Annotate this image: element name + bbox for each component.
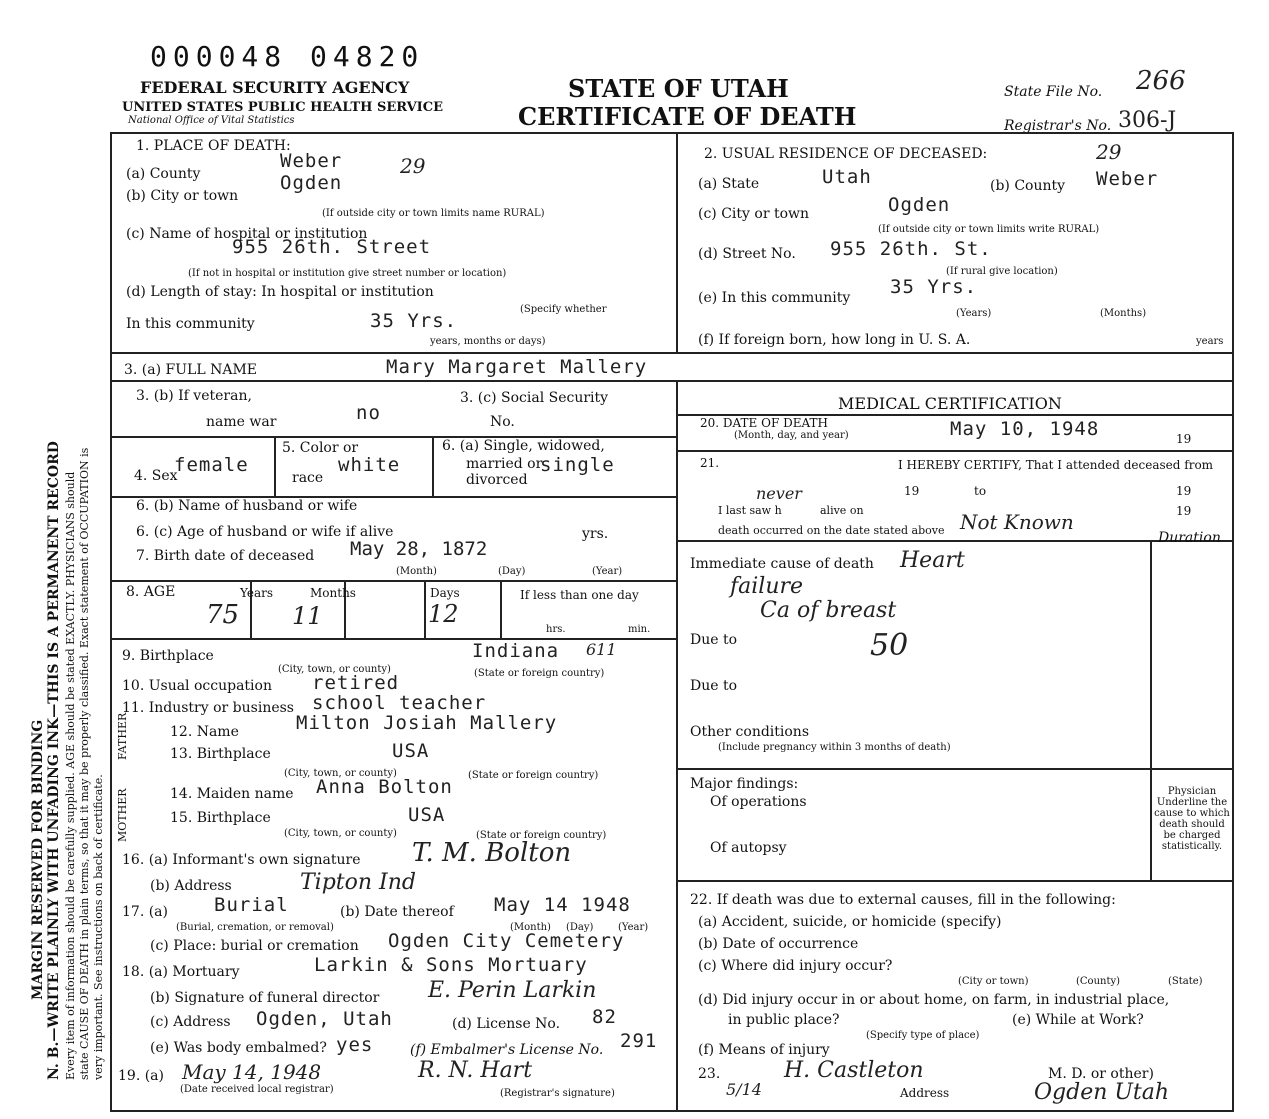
death-date-value: May 10, 1948 <box>950 418 1100 440</box>
immediate-cause-value-3: Ca of breast <box>760 598 897 623</box>
res-street-label: (d) Street No. <box>698 246 796 262</box>
other-conditions-note: (Include pregnancy within 3 months of death) <box>718 742 951 753</box>
mother-side-label: MOTHER <box>116 788 129 842</box>
yrs-label: yrs. <box>582 526 609 542</box>
last-saw-label: I last saw h <box>718 504 782 517</box>
attended-19-end: 19 <box>1176 484 1192 498</box>
ssn-label: 3. (c) Social Security <box>460 390 609 406</box>
age-years-label: Years <box>240 586 274 600</box>
major-findings-label: Major findings: <box>690 776 799 792</box>
day-note: (Day) <box>498 566 526 577</box>
birthplace-label: 9. Birthplace <box>122 648 214 664</box>
agency-name: FEDERAL SECURITY AGENCY <box>140 78 410 97</box>
burial-year-note: (Year) <box>618 922 649 933</box>
certificate-title: CERTIFICATE OF DEATH <box>518 102 857 131</box>
res-years-suffix: years <box>1196 336 1224 347</box>
burial-month-note: (Month) <box>510 922 551 933</box>
death-date-label: 20. DATE OF DEATH <box>700 416 828 430</box>
married-label: married or <box>466 456 543 472</box>
ssn-no-label: No. <box>490 414 515 430</box>
res-community-label: (e) In this community <box>698 290 851 306</box>
serial-number: 000048 04820 <box>150 40 425 73</box>
burial-place-value: Ogden City Cemetery <box>388 930 625 952</box>
external-a: (a) Accident, suicide, or homicide (specify) <box>698 914 1002 930</box>
external-f: (f) Means of injury <box>698 1042 830 1058</box>
external-city-note: (City or town) <box>958 976 1029 987</box>
community-label: In this community <box>126 316 255 332</box>
spouse-label: 6. (b) Name of husband or wife <box>136 498 358 514</box>
state-file-label: State File No. <box>1004 84 1103 100</box>
physician-note: Physician Underline the cause to which death should be charged statistically. <box>1154 786 1230 852</box>
registrar-label: Registrar's No. <box>1004 118 1112 134</box>
margin-instruction-3: very important. See instructions on back of certificate. <box>92 774 105 1080</box>
md-label: M. D. or other) <box>1048 1066 1154 1082</box>
burial-date-value: May 14 1948 <box>494 894 631 916</box>
medical-heading: MEDICAL CERTIFICATION <box>838 394 1062 413</box>
alive-19: 19 <box>1176 504 1192 518</box>
director-label: (b) Signature of funeral director <box>150 990 380 1006</box>
father-state-note: (State or foreign country) <box>468 770 599 781</box>
never-value: never <box>756 484 802 503</box>
industry-value: school teacher <box>312 692 487 714</box>
community-value: 35 Yrs. <box>370 310 458 332</box>
informant-address: Tipton Ind <box>300 870 416 895</box>
registrar-note: (Registrar's signature) <box>500 1088 615 1099</box>
residence-heading: 2. USUAL RESIDENCE OF DECEASED: <box>704 146 988 162</box>
mortuary-address-value: Ogden, Utah <box>256 1008 393 1030</box>
county-value: Weber <box>280 150 343 172</box>
county-code: 29 <box>400 154 426 178</box>
mother-name-value: Anna Bolton <box>316 776 453 798</box>
father-birth-label: 13. Birthplace <box>170 746 271 762</box>
hospital-value: 955 26th. Street <box>232 236 432 258</box>
birthplace-state-note: (State or foreign country) <box>474 668 605 679</box>
mother-birth-value: USA <box>408 804 446 826</box>
stay-label: (d) Length of stay: In hospital or institution <box>126 284 434 300</box>
external-c: (c) Where did injury occur? <box>698 958 893 974</box>
birthplace-city-note: (City, town, or county) <box>278 664 391 675</box>
full-name-label: 3. (a) FULL NAME <box>124 362 257 378</box>
alive-on-label: alive on <box>820 504 864 517</box>
res-county-value: Weber <box>1096 168 1159 190</box>
embalmer-value: 291 <box>620 1030 658 1052</box>
embalmer-label: (f) Embalmer's License No. <box>410 1042 604 1058</box>
age-days-value: 12 <box>428 600 459 628</box>
father-side-label: FATHER <box>116 712 129 760</box>
due-to-label-1: Due to <box>690 632 738 648</box>
registrar-sig: R. N. Hart <box>418 1058 533 1083</box>
burial-label: 17. (a) <box>122 904 168 920</box>
external-d: (d) Did injury occur in or about home, on farm, in industrial place, <box>698 992 1170 1008</box>
received-note: (Date received local registrar) <box>180 1084 334 1095</box>
due-to-value: 50 <box>870 628 909 663</box>
external-county-note: (County) <box>1076 976 1121 987</box>
color-label: 5. Color or <box>282 440 359 456</box>
res-city-note: (If outside city or town limits write RURAL) <box>878 224 1100 235</box>
age-days-label: Days <box>430 586 460 600</box>
father-name-label: 12. Name <box>170 724 239 740</box>
form-frame <box>110 132 1234 1112</box>
race-value: white <box>338 454 401 476</box>
burial-value: Burial <box>214 894 289 916</box>
margin-binding-text: MARGIN RESERVED FOR BINDING <box>30 719 46 1000</box>
margin-instruction-1: Every item of information should be carefully supplied. AGE should be stated EXACTLY. PHYSICIANS should <box>64 471 77 1080</box>
mother-name-label: 14. Maiden name <box>170 786 294 802</box>
license-label: (d) License No. <box>452 1016 561 1032</box>
race-label: race <box>292 470 324 486</box>
external-e: (e) While at Work? <box>1012 1012 1144 1028</box>
death-date-19: 19 <box>1176 432 1192 446</box>
mortuary-address-label: (c) Address <box>150 1014 231 1030</box>
embalmed-value: yes <box>336 1034 374 1056</box>
father-city-note: (City, town, or county) <box>284 768 397 779</box>
industry-label: 11. Industry or business <box>122 700 294 716</box>
autopsy-label: Of autopsy <box>710 840 787 856</box>
min-label: min. <box>628 624 651 635</box>
external-heading: 22. If death was due to external causes, fill in the following: <box>690 892 1116 908</box>
birth-date-label: 7. Birth date of deceased <box>136 548 315 564</box>
res-city-label: (c) City or town <box>698 206 810 222</box>
immediate-cause-value-2: failure <box>730 574 804 599</box>
occurred-label: death occurred on the date stated above <box>718 524 945 537</box>
other-conditions-label: Other conditions <box>690 724 810 740</box>
res-state-value: Utah <box>822 166 872 188</box>
res-city-value: Ogden <box>888 194 951 216</box>
certify-num: 21. <box>700 456 720 470</box>
sex-label: 4. Sex <box>134 468 178 484</box>
res-county-label: (b) County <box>990 178 1066 194</box>
veteran-value: no <box>356 402 381 424</box>
mortuary-label: 18. (a) Mortuary <box>122 964 240 980</box>
res-community-value: 35 Yrs. <box>890 276 978 298</box>
month-note: (Month) <box>396 566 437 577</box>
death-date-note: (Month, day, and year) <box>734 430 849 441</box>
immediate-cause-value: Heart <box>900 548 965 573</box>
full-name-value: Mary Margaret Mallery <box>386 356 648 378</box>
due-to-label-2: Due to <box>690 678 738 694</box>
city-label: (b) City or town <box>126 188 239 204</box>
physician-sig: H. Castleton <box>784 1058 924 1083</box>
birth-date-value: May 28, 1872 <box>350 538 488 560</box>
sign-date: 5/14 <box>726 1080 762 1099</box>
res-months-note: (Months) <box>1100 308 1147 319</box>
marital-value: single <box>540 454 615 476</box>
county-label: (a) County <box>126 166 201 182</box>
burial-place-label: (c) Place: burial or cremation <box>150 938 359 954</box>
occupation-label: 10. Usual occupation <box>122 678 272 694</box>
res-foreign-label: (f) If foreign born, how long in U. S. A. <box>698 332 971 348</box>
office-name: National Office of Vital Statistics <box>128 115 295 126</box>
city-note: (If outside city or town limits name RURAL) <box>322 208 545 219</box>
informant-sig-label: 16. (a) Informant's own signature <box>122 852 361 868</box>
community-note: years, months or days) <box>430 336 546 347</box>
informant-sig: T. M. Bolton <box>412 838 572 868</box>
res-state-label: (a) State <box>698 176 760 192</box>
year-note: (Year) <box>592 566 623 577</box>
operations-label: Of operations <box>710 794 807 810</box>
received-label: 19. (a) <box>118 1068 164 1084</box>
immediate-cause-label: Immediate cause of death <box>690 556 874 572</box>
margin-permanent-text: N. B.—WRITE PLAINLY WITH UNFADING INK—THIS IS A PERMANENT RECORD <box>46 441 62 1080</box>
received-value: May 14, 1948 <box>182 1060 322 1084</box>
informant-address-label: (b) Address <box>150 878 232 894</box>
marital-label: 6. (a) Single, widowed, <box>442 438 605 454</box>
sex-value: female <box>174 454 249 476</box>
res-street-value: 955 26th. St. <box>830 238 992 260</box>
spouse-age-label: 6. (c) Age of husband or wife if alive <box>136 524 394 540</box>
external-state-note: (State) <box>1168 976 1203 987</box>
duration-label: Duration <box>1158 530 1221 546</box>
age-label: 8. AGE <box>126 584 176 600</box>
place-of-death-heading: 1. PLACE OF DEATH: <box>136 138 291 154</box>
burial-day-note: (Day) <box>566 922 594 933</box>
not-known-value: Not Known <box>960 510 1074 534</box>
mother-birth-label: 15. Birthplace <box>170 810 271 826</box>
father-birth-value: USA <box>392 740 430 762</box>
mother-state-note: (State or foreign country) <box>476 830 607 841</box>
war-label: name war <box>206 414 277 430</box>
res-years-note: (Years) <box>956 308 992 319</box>
signature-label: 23. <box>698 1066 721 1082</box>
veteran-label: 3. (b) If veteran, <box>136 388 252 404</box>
mother-city-note: (City, town, or county) <box>284 828 397 839</box>
age-months-value: 11 <box>292 602 323 630</box>
external-specify-note: (Specify type of place) <box>866 1030 980 1041</box>
hrs-label: hrs. <box>546 624 566 635</box>
res-street-note: (If rural give location) <box>946 266 1058 277</box>
sign-address: Ogden Utah <box>1034 1080 1170 1105</box>
sign-address-label: Address <box>900 1086 950 1100</box>
city-value: Ogden <box>280 172 343 194</box>
less-day-label: If less than one day <box>520 588 639 602</box>
birthplace-value: Indiana <box>472 640 560 662</box>
occupation-value: retired <box>312 672 400 694</box>
age-years-value: 75 <box>206 600 240 630</box>
hospital-label: (c) Name of hospital or institution <box>126 226 368 242</box>
hospital-note: (If not in hospital or institution give street number or location) <box>188 268 507 279</box>
mortuary-value: Larkin & Sons Mortuary <box>314 954 588 976</box>
director-sig: E. Perin Larkin <box>428 978 597 1003</box>
embalmed-label: (e) Was body embalmed? <box>150 1040 327 1056</box>
burial-date-label: (b) Date thereof <box>340 904 454 920</box>
license-value: 82 <box>592 1006 617 1028</box>
birthplace-code: 611 <box>586 640 617 659</box>
age-months-label: Months <box>310 586 356 600</box>
external-b: (b) Date of occurrence <box>698 936 859 952</box>
father-name-value: Milton Josiah Mallery <box>296 712 558 734</box>
specify-note: (Specify whether <box>520 304 607 315</box>
state-title: STATE OF UTAH <box>568 74 789 103</box>
divorced-label: divorced <box>466 472 528 488</box>
residence-code: 29 <box>1096 140 1122 164</box>
attended-19: 19 <box>904 484 920 498</box>
attended-to: to <box>974 484 987 498</box>
external-d2: in public place? <box>728 1012 840 1028</box>
certify-text: I HEREBY CERTIFY, That I attended deceased from <box>898 458 1214 472</box>
margin-instruction-2: state CAUSE OF DEATH in plain terms, so that it may be properly classified. Exact statement of OCCUPATION is <box>78 447 91 1080</box>
registrar-number: 306-J <box>1118 108 1177 133</box>
state-file-number: 266 <box>1136 66 1186 96</box>
burial-note: (Burial, cremation, or removal) <box>176 922 334 933</box>
service-name: UNITED STATES PUBLIC HEALTH SERVICE <box>122 100 444 115</box>
